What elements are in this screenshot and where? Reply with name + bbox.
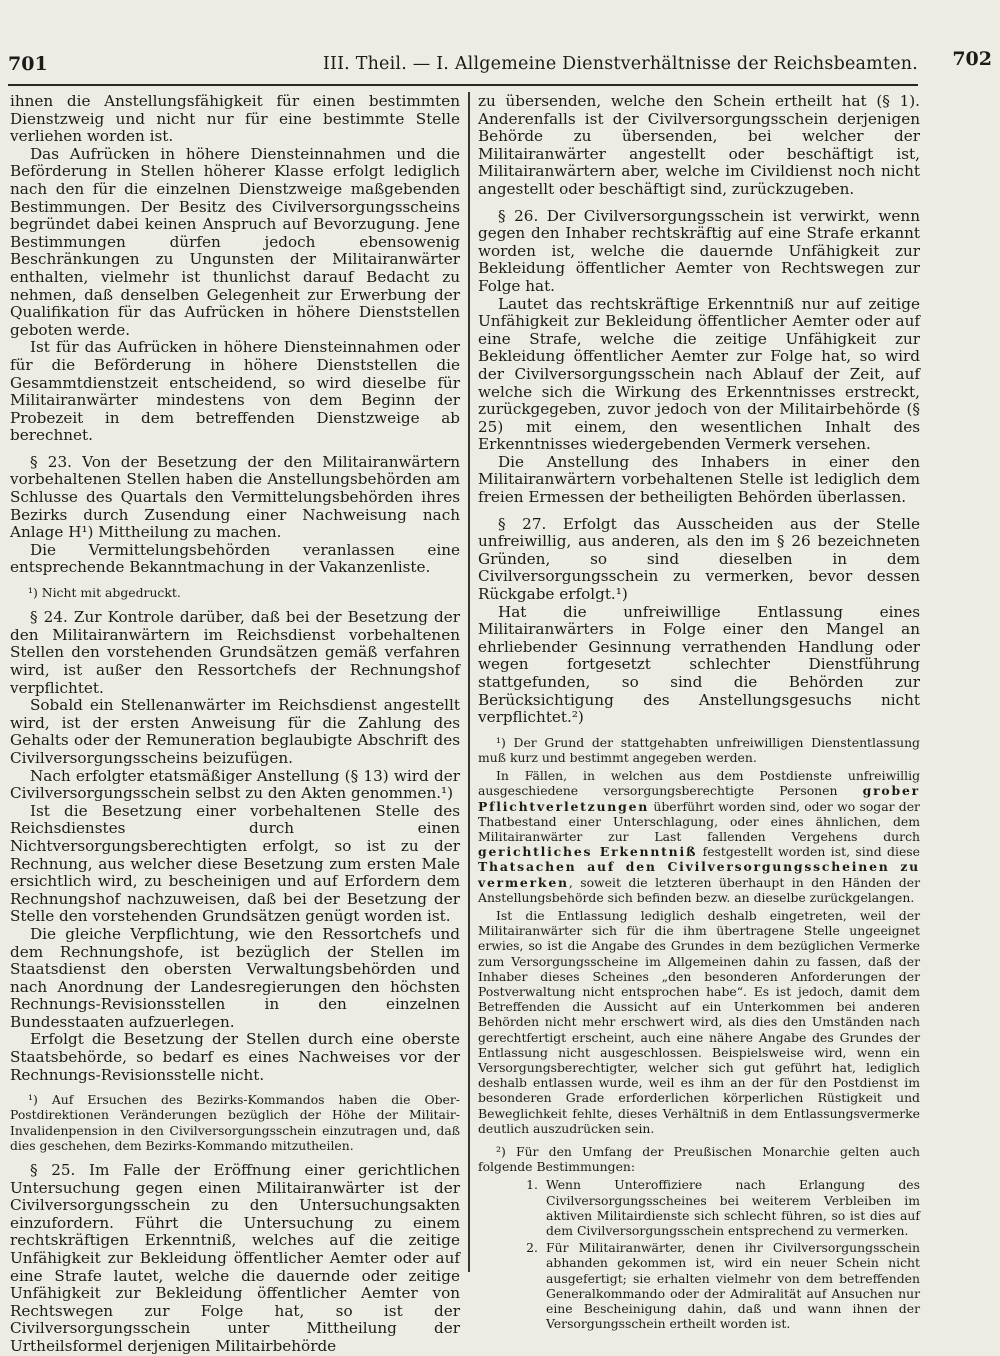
paragraph: Lautet das rechtskräftige Erkenntniß nur auf zeitige Unfähigkeit zur Bekleidung öffentlicher Aemter oder auf eine Strafe, welche die zeitige Unfähigkeit zur Bekleidung öffentlicher Aemter zur Folge hat, so wird der Civilversorgungsschein nach Ablauf der Zeit, auf welche sich die Wirkung des Erkenntnisses erstreckt, zurückgegeben, zuvor jedoch von der Militairbehörde (§ 25) mit einem, den wesentlichen Inhalt des Erkenntnisses wiedergebenden Vermerk versehen. xyxy=(478,294,920,454)
footnote-text: , soweit die letzteren überhaupt in den Händen der Anstellungsbehörde sich befinden bezw. an dieselbe zurückgelangen. xyxy=(478,874,920,905)
paragraph: Die gleiche Verpflichtung, wie den Ressortchefs und dem Rechnungshofe, ist bezüglich der Stellen im Staatsdienst den obersten Verwaltungsbehörden und nach Anordnung der Landesregierungen den höchsten Rechnungs-Revisionsstellen in den einzelnen Bundesstaaten aufzuerlegen. xyxy=(10,924,460,1031)
list-number: 2. xyxy=(526,1240,538,1256)
emphasis-text: grober Pflichtverletzungen xyxy=(478,783,920,814)
running-title: III. Theil. — I. Allgemeine Dienstverhältnisse der Reichsbeamten. xyxy=(322,54,918,74)
list-item xyxy=(478,1240,920,1331)
section-27: § 27. Erfolgt das Ausscheiden aus der Stelle unfreiwillig, aus anderen, als den im § 26 bezeichneten Gründen, so sind dieselben in dem Civilversorgungsschein zu vermerken, bevor dessen Rückgabe erfolgt.¹) xyxy=(478,514,920,604)
column-divider xyxy=(468,92,470,1272)
footnote-text: In Fällen, in welchen aus dem Postdienste unfreiwillig ausgeschiedene versorgungsberechtigte Personen xyxy=(478,768,920,799)
section-25: § 25. Im Falle der Eröffnung einer gerichtlichen Untersuchung gegen einen Militairanwärter ist der Civilversorgungsschein zu den Untersuchungsakten einzufordern. Führt die Untersuchung zu einem rechtskräftigen Erkenntniß, welches auf die zeitige Unfähigkeit zur Bekleidung öffentlicher Aemter oder auf eine Strafe lautet, welche die dauernde oder zeitige Unfähigkeit zur Bekleidung öffentlicher Aemter von Rechtswegen zur Folge hat, so ist der Civilversorgungsschein unter Mittheilung der Urtheilsformel derjenigen Militairbehörde xyxy=(10,1161,460,1356)
paragraph: Sobald ein Stellenanwärter im Reichsdienst angestellt wird, ist der ersten Anweisung für die Zahlung des Gehalts oder der Remuneration beglaubigte Abschrift des Civilversorgungsscheins beizufügen. xyxy=(10,696,460,767)
paragraph: Ist für das Aufrücken in höhere Diensteinnahmen oder für die Beförderung in höhere Dienststellen die Gesammtdienstzeit entscheidend, so wird dieselbe für Militairanwärter mindestens von dem Beginn der Probezeit in dem betreffenden Dienstzweige ab berechnet. xyxy=(10,338,460,445)
paragraph: Hat die unfreiwillige Entlassung eines Militairanwärters in Folge einer den Mangel an ehrliebender Gesinnung verrathenden Handlung oder wegen fortgesetzt schlechter Dienstführung stattgefunden, so sind die Behörden zur Berücksichtigung des Anstellungsgesuchs nicht verpflichtet.²) xyxy=(478,602,920,727)
numbered-list xyxy=(478,1177,920,1331)
list-number: 1. xyxy=(526,1177,538,1193)
footnote-text: überführt worden sind, oder wo sogar der Thatbestand einer Unterschlagung, oder eines ähnlichen, dem Militairanwärter zur Last fallenden Vergehens durch xyxy=(478,798,920,844)
footnote: ¹) Nicht mit abgedruckt. xyxy=(28,585,181,601)
right-page-number: 702 xyxy=(952,48,992,70)
emphasis-text: Thatsachen auf den Civilversorgungsscheinen zu vermerken xyxy=(478,859,920,890)
footnote: ²) Für den Umfang der Preußischen Monarchie gelten auch folgende Bestimmungen: xyxy=(478,1144,920,1175)
paragraph: Nach erfolgter etatsmäßiger Anstellung (§ 13) wird der Civilversorgungsschein selbst zu den Akten genommen.¹) xyxy=(10,766,460,803)
right-column xyxy=(478,93,920,1334)
list-text: Wenn Unteroffiziere nach Erlangung des Civilversorgungsscheines bei weiterem Verbleiben im aktiven Militairdienste sich schlecht führen, so ist dies auf dem Civilversorgungsschein entsprechend zu vermerken. xyxy=(546,1177,920,1239)
left-page-number: 701 xyxy=(8,53,48,75)
footnote-text: festgestellt worden ist, sind diese xyxy=(702,844,920,860)
paragraph: Die Anstellung des Inhabers in einer den Militairanwärtern vorbehaltenen Stelle ist lediglich dem freien Ermessen der betheiligten Behörden überlassen. xyxy=(478,452,920,507)
section-24: § 24. Zur Kontrole darüber, daß bei der Besetzung der den Militairanwärtern im Reichsdienst vorbehaltenen Stellen den vorstehenden Grundsätzen gemäß verfahren wird, ist außer den Ressortchefs der Rechnungshof verpflichtet. xyxy=(10,608,460,697)
paragraph: ihnen die Anstellungsfähigkeit für einen bestimmten Dienstzweig und nicht nur für eine bestimmte Stelle verliehen worden ist. xyxy=(10,92,460,146)
left-column xyxy=(10,93,460,1356)
footnote: ¹) Auf Ersuchen des Bezirks-Kommandos haben die Ober-Postdirektionen Veränderungen bezüglich der Höhe der Militair-Invalidenpension in den Civilversorgungsschein einzutragen und, daß dies geschehen, dem Bezirks-Kommando mitzutheilen. xyxy=(10,1092,460,1153)
section-26: § 26. Der Civilversorgungsschein ist verwirkt, wenn gegen den Inhaber rechtskräftig auf eine Strafe erkannt worden ist, welche die dauernde Unfähigkeit zur Bekleidung öffentlicher Aemter von Rechtswegen zur Folge hat. xyxy=(478,206,920,295)
paragraph: Die Vermittelungsbehörden veranlassen eine entsprechende Bekanntmachung in der Vakanzenliste. xyxy=(10,540,460,577)
paragraph: zu übersenden, welche den Schein ertheilt hat (§ 1). Anderenfalls ist der Civilversorgungsschein derjenigen Behörde zu übersenden, bei welcher der Militairanwärter angestellt oder beschäftigt ist, Militairanwärtern aber, welche im Civildienst noch nicht angestellt oder beschäftigt sind, zurückzugeben. xyxy=(478,92,920,198)
emphasis-text: gerichtliches Erkenntniß xyxy=(478,844,698,860)
list-item xyxy=(478,1177,920,1238)
footnote xyxy=(478,768,920,905)
footnote: ¹) Der Grund der stattgehabten unfreiwilligen Dienstentlassung muß kurz und bestimmt angegeben werden. xyxy=(478,734,920,765)
section-23: § 23. Von der Besetzung der den Militairanwärtern vorbehaltenen Stellen haben die Anstellungsbehörden am Schlusse des Quartals den Vermittelungsbehörden ihres Bezirks durch Zusendung einer Nachweisung nach Anlage H¹) Mittheilung zu machen. xyxy=(10,452,460,542)
paragraph: Das Aufrücken in höhere Diensteinnahmen und die Beförderung in Stellen höherer Klasse erfolgt lediglich nach den für die einzelnen Dienstzweige maßgebenden Bestimmungen. Der Besitz des Civilversorgungsscheins begründet dabei keinen Anspruch auf Bevorzugung. Jene Bestimmungen dürfen jedoch ebensowenig Beschränkungen zu Ungunsten der Militairanwärter enthalten, vielmehr ist thunlichst darauf Bedacht zu nehmen, daß denselben Gelegenheit zur Erwerbung der Qualifikation für das Aufrücken in höhere Dienststellen geboten werde. xyxy=(10,144,460,339)
paragraph: Ist die Besetzung einer vorbehaltenen Stelle des Reichsdienstes durch einen Nichtversorgungsberechtigten erfolgt, so ist zu der Rechnung, aus welcher diese Besetzung zum ersten Male ersichtlich wird, zu bescheinigen und auf Erfordern dem Rechnungshof nachzuweisen, daß bei der Besetzung der Stelle den vorstehenden Grundsätzen genügt worden ist. xyxy=(10,801,460,926)
footnote: Ist die Entlassung lediglich deshalb eingetreten, weil der Militairanwärter sich für die ihm übertragene Stelle ungeeignet erwies, so ist die Angabe des Grundes in dem bezüglichen Vermerke zum Versorgungsscheine im Allgemeinen dahin zu fassen, daß der Inhaber dieses Scheines „den besonderen Anforderungen der Postverwaltung nicht entsprochen habe“. Es ist jedoch, damit dem Betreffenden die Aussicht auf ein Unterkommen bei anderen Behörden nicht mehr erschwert wird, als dies den Umständen nach gerechtfertigt erscheint, auch eine nähere Angabe des Grundes der Entlassung nicht ausgeschlossen. Beispielsweise wird, wenn ein Versorgungsberechtigter, welcher sich gut geführt hat, lediglich deshalb entlassen wurde, weil es ihm an der für den Postdienst im besonderen Grade erforderlichen körperlichen Rüstigkeit und Beweglichkeit fehlte, dieses Verhältniß in dem Entlassungsvermerke deutlich auszudrücken sein. xyxy=(478,908,920,1136)
list-text: Für Militairanwärter, denen ihr Civilversorgungsschein abhanden gekommen ist, wird ein neuer Schein nicht ausgefertigt; sie erhalten vielmehr von dem betreffenden Generalkommando oder der Admiralität auf Ansuchen nur eine Bescheinigung dahin, daß und wann ihnen der Versorgungsschein ertheilt worden ist. xyxy=(546,1240,920,1332)
paragraph: Erfolgt die Besetzung der Stellen durch eine oberste Staatsbehörde, so bedarf es eines Nachweises vor der Rechnungs-Revisionsstelle nicht. xyxy=(10,1030,460,1084)
page-header xyxy=(8,44,992,86)
